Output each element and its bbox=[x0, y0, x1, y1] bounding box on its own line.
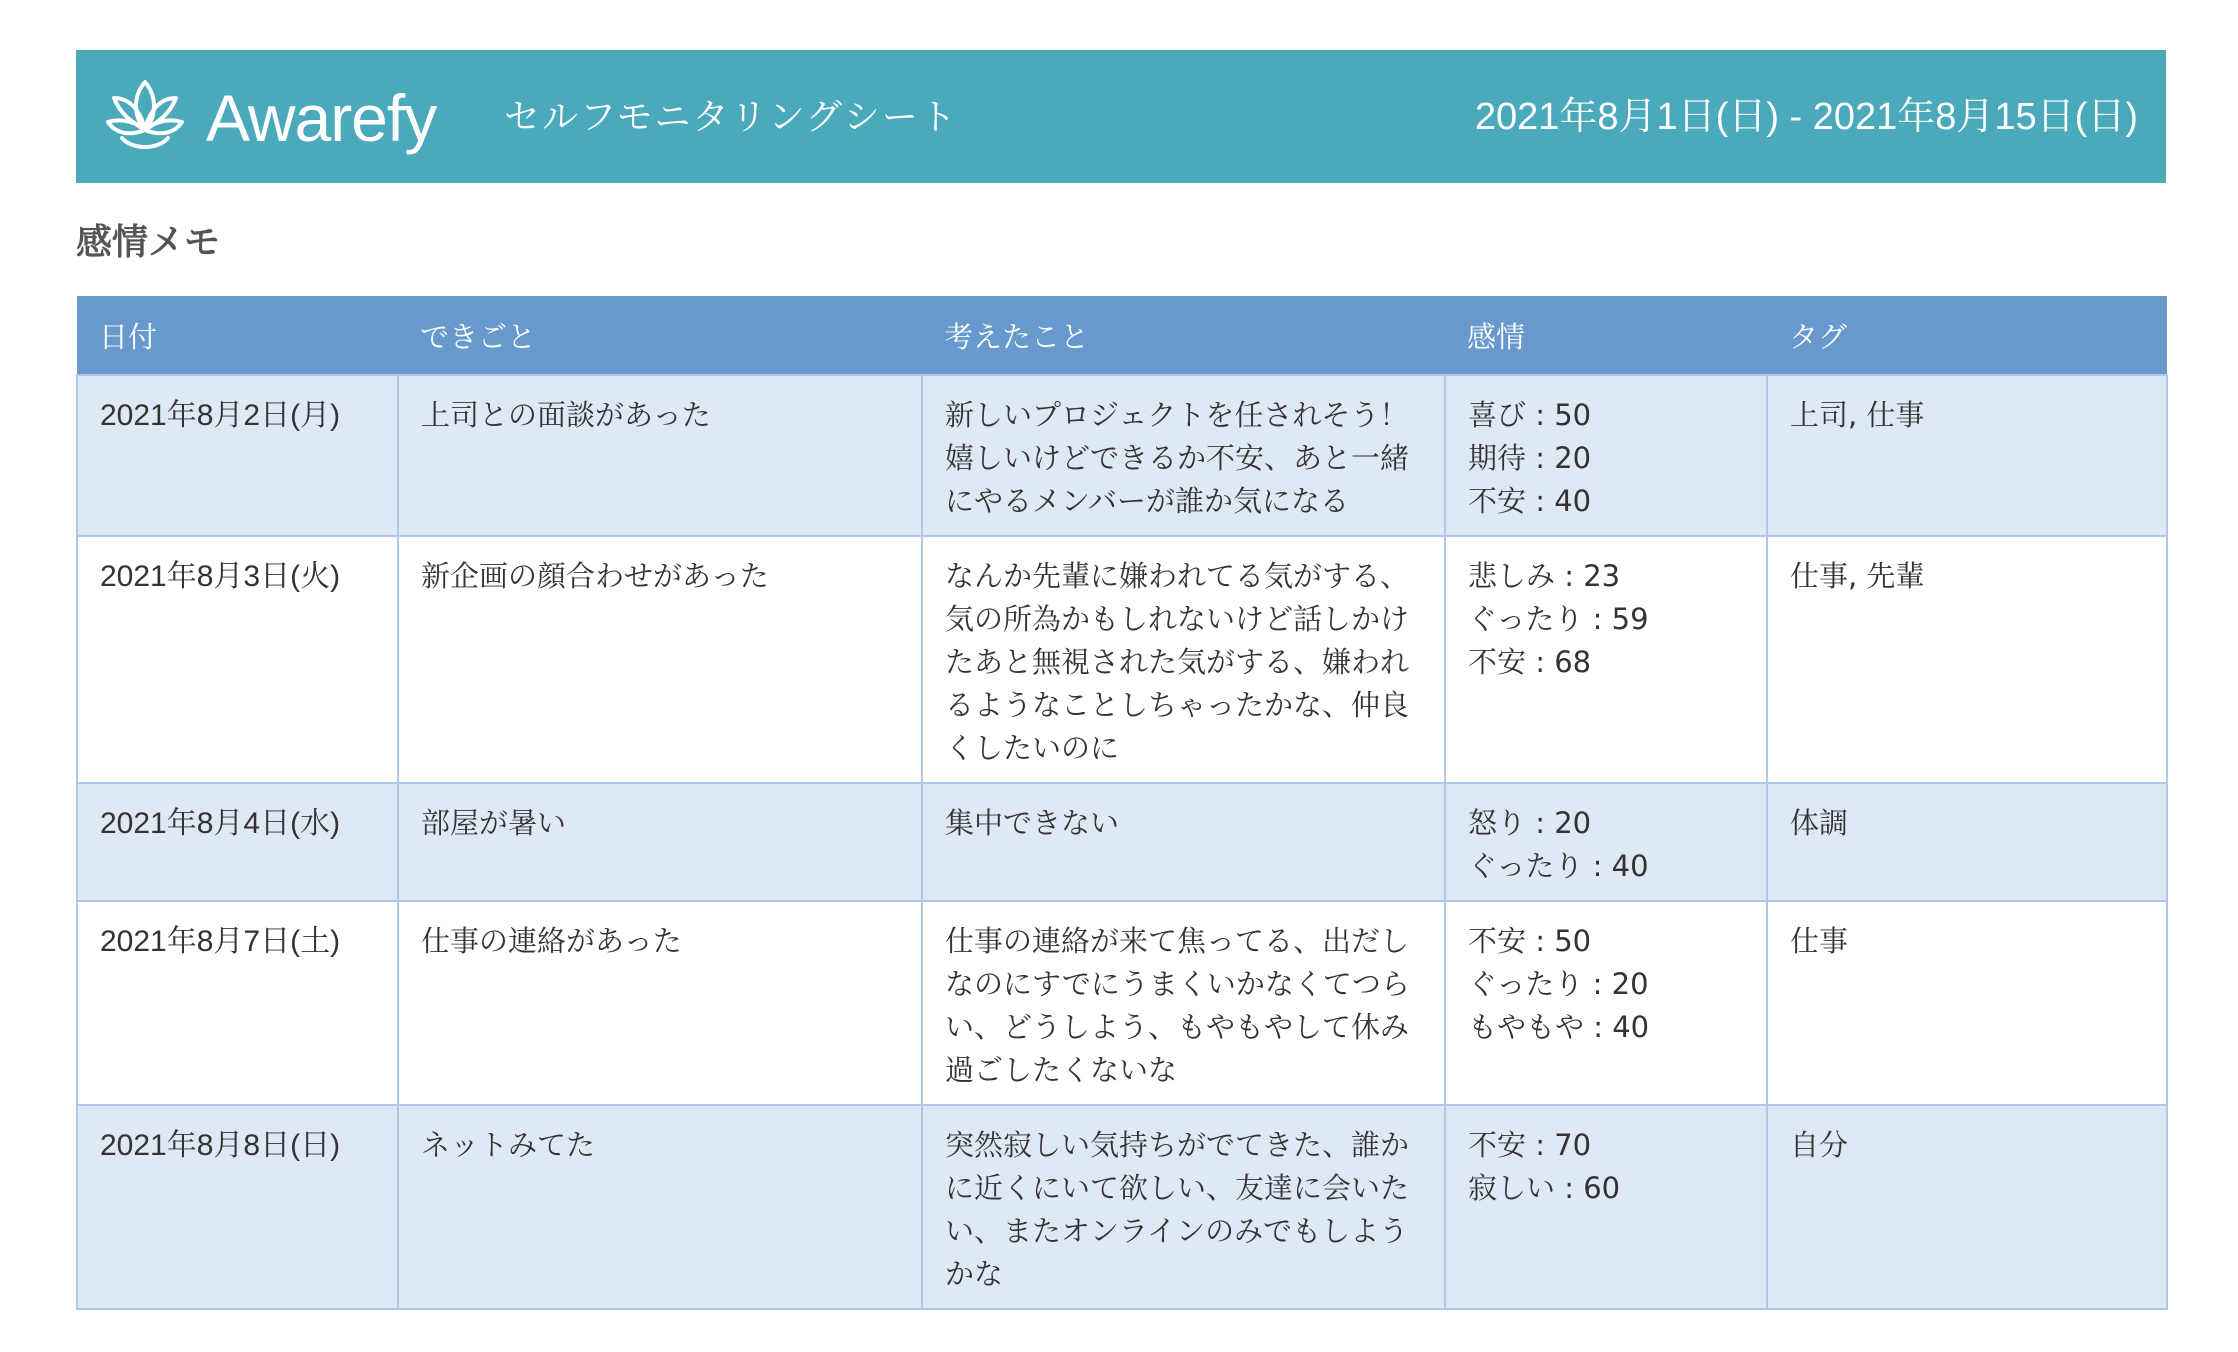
page-header bbox=[76, 50, 2166, 183]
emotions-cell bbox=[1445, 375, 1767, 536]
thought-line: 突然寂しい気持ちがでてきた、誰か bbox=[945, 1128, 1410, 1162]
column-header-emotions: 感情 bbox=[1445, 296, 1767, 375]
emotion-entry: 期待 : 20 bbox=[1468, 441, 1592, 475]
date-cell: 2021年8月3日(火) bbox=[77, 536, 398, 783]
thought-line: 集中できない bbox=[945, 806, 1120, 840]
thought-line: 嬉しいけどできるか不安、あと一緒 bbox=[945, 441, 1410, 475]
emotions-cell bbox=[1445, 783, 1767, 901]
column-header-tags: タグ bbox=[1767, 296, 2167, 375]
tags-cell: 体調 bbox=[1767, 783, 2167, 901]
thoughts-cell bbox=[922, 1105, 1445, 1309]
emotion-entry: ぐったり : 40 bbox=[1468, 849, 1649, 883]
thought-line: 新しいプロジェクトを任されそう！ bbox=[945, 398, 1409, 432]
lotus-icon bbox=[102, 74, 188, 160]
date-cell: 2021年8月7日(土) bbox=[77, 901, 398, 1105]
emotion-entry: もやもや : 40 bbox=[1468, 1010, 1650, 1044]
emotion-memo-table bbox=[76, 296, 2168, 1310]
emotions-cell bbox=[1445, 901, 1767, 1105]
column-header-thoughts: 考えたこと bbox=[922, 296, 1445, 375]
emotion-entry: 不安 : 40 bbox=[1468, 484, 1592, 518]
table-row bbox=[77, 536, 2167, 783]
emotion-entry: 不安 : 50 bbox=[1468, 924, 1592, 958]
emotion-entry: 不安 : 70 bbox=[1468, 1128, 1592, 1162]
emotion-entry: ぐったり : 59 bbox=[1468, 602, 1649, 636]
thought-line: かな bbox=[945, 1257, 1004, 1291]
column-header-date: 日付 bbox=[77, 296, 398, 375]
date-range: 2021年8月1日(日) - 2021年8月15日(日) bbox=[1474, 96, 2138, 138]
thoughts-cell bbox=[922, 536, 1445, 783]
tags-cell: 仕事 bbox=[1767, 901, 2167, 1105]
emotion-entry: 不安 : 68 bbox=[1468, 645, 1592, 679]
brand-name: Awarefy bbox=[206, 81, 437, 155]
thought-line: い、どうしよう、もやもやして休み bbox=[945, 1010, 1410, 1044]
thought-line: なのにすでにうまくいかなくてつら bbox=[945, 967, 1410, 1001]
emotion-entry: 怒り : 20 bbox=[1468, 806, 1592, 840]
emotions-cell bbox=[1445, 1105, 1767, 1309]
column-header-event: できごと bbox=[398, 296, 922, 375]
date-cell: 2021年8月4日(水) bbox=[77, 783, 398, 901]
thought-line: 気の所為かもしれないけど話しかけ bbox=[945, 602, 1410, 636]
section-title: 感情メモ bbox=[76, 222, 221, 263]
thought-line: い、またオンラインのみでもしよう bbox=[945, 1214, 1409, 1248]
tags-cell: 自分 bbox=[1767, 1105, 2167, 1309]
date-cell: 2021年8月8日(日) bbox=[77, 1105, 398, 1309]
emotions-cell bbox=[1445, 536, 1767, 783]
thought-line: なんか先輩に嫌われてる気がする、 bbox=[945, 559, 1410, 593]
thoughts-cell bbox=[922, 901, 1445, 1105]
thought-line: に近くにいて欲しい、友達に会いた bbox=[945, 1171, 1410, 1205]
thought-line: にやるメンバーが誰か気になる bbox=[945, 484, 1349, 518]
thought-line: 仕事の連絡が来て焦ってる、出だし bbox=[945, 924, 1410, 958]
tags-cell: 仕事, 先輩 bbox=[1767, 536, 2167, 783]
emotion-entry: 悲しみ : 23 bbox=[1468, 559, 1621, 593]
thought-line: くしたいのに bbox=[945, 731, 1120, 765]
sheet-title: セルフモニタリングシート bbox=[504, 97, 958, 138]
event-cell: 部屋が暑い bbox=[398, 783, 922, 901]
event-cell: 新企画の顔合わせがあった bbox=[398, 536, 922, 783]
thought-line: 過ごしたくないな bbox=[945, 1053, 1178, 1087]
table-row bbox=[77, 375, 2167, 536]
date-cell: 2021年8月2日(月) bbox=[77, 375, 398, 536]
tags-cell: 上司, 仕事 bbox=[1767, 375, 2167, 536]
table-row bbox=[77, 901, 2167, 1105]
thought-line: たあと無視された気がする、嫌われ bbox=[945, 645, 1410, 679]
table-header-row bbox=[77, 296, 2167, 375]
emotion-entry: 喜び : 50 bbox=[1468, 398, 1592, 432]
thoughts-cell bbox=[922, 375, 1445, 536]
event-cell: 上司との面談があった bbox=[398, 375, 922, 536]
table-row bbox=[77, 1105, 2167, 1309]
table-row bbox=[77, 783, 2167, 901]
emotion-entry: ぐったり : 20 bbox=[1468, 967, 1649, 1001]
thoughts-cell bbox=[922, 783, 1445, 901]
event-cell: ネットみてた bbox=[398, 1105, 922, 1309]
emotion-entry: 寂しい : 60 bbox=[1468, 1171, 1621, 1205]
event-cell: 仕事の連絡があった bbox=[398, 901, 922, 1105]
thought-line: るようなことしちゃったかな、仲良 bbox=[945, 688, 1410, 722]
